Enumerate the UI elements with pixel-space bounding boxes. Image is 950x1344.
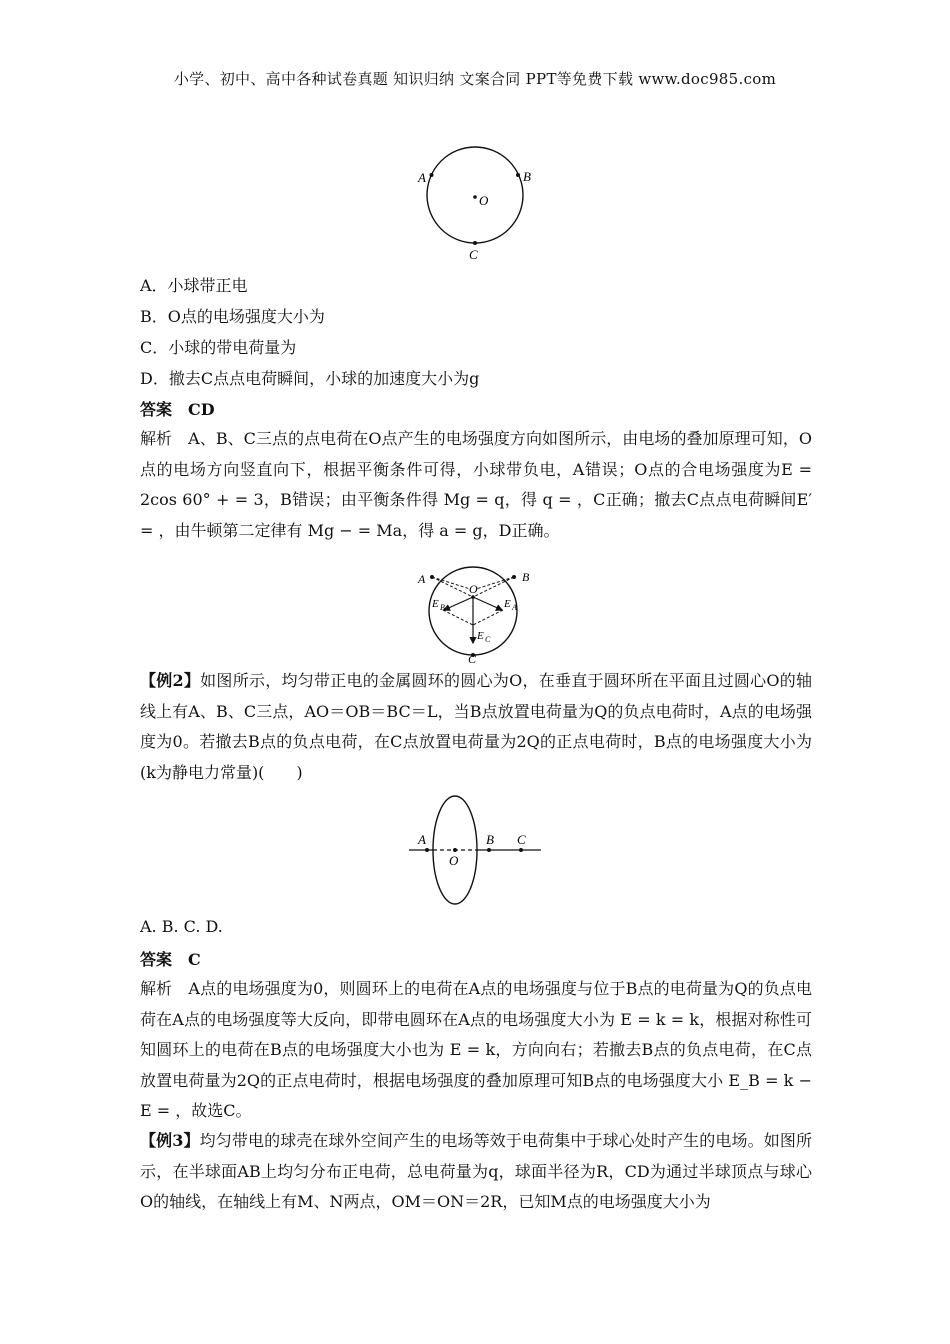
svg-text:B: B bbox=[440, 603, 445, 612]
svg-text:B: B bbox=[522, 570, 530, 584]
svg-text:E: E bbox=[477, 630, 484, 642]
svg-text:O: O bbox=[449, 853, 459, 868]
svg-text:B: B bbox=[486, 832, 494, 847]
svg-text:E: E bbox=[504, 598, 511, 610]
option-c: C．小球的带电荷量为 bbox=[140, 338, 297, 357]
answer-2: 答案 C bbox=[140, 950, 201, 969]
example-2-label: 【例2】 bbox=[140, 671, 201, 690]
label-b: B bbox=[523, 169, 531, 184]
example-2 bbox=[140, 666, 812, 788]
example-2-text: 如图所示，均匀带正电的金属圆环的圆心为O，在垂直于圆环所在平面且过圆心O的轴线上有A、B、C三点，AO＝OB＝BC＝L，当B点放置电荷量为Q的负点电荷时，A点的电场强度为0。若撤去B点的负点电荷，在C点放置电荷量为2Q的正点电荷时，B点的电场强度大小为(k为静电力常量)( ) bbox=[140, 671, 812, 782]
svg-text:C: C bbox=[517, 832, 526, 847]
figure-ring-axis bbox=[405, 793, 547, 909]
figure-circle-abc bbox=[405, 143, 555, 265]
svg-text:C: C bbox=[485, 635, 491, 644]
option-d: D．撤去C点点电荷瞬间，小球的加速度大小为g bbox=[140, 369, 480, 388]
page-header: 小学、初中、高中各种试卷真题 知识归纳 文案合同 PPT等免费下载 www.doc985.com bbox=[173, 70, 777, 88]
svg-text:A: A bbox=[418, 572, 426, 586]
options-2: A. B. C. D. bbox=[140, 917, 223, 936]
label-o: O bbox=[479, 193, 489, 208]
answer-1: 答案 CD bbox=[140, 400, 215, 419]
option-b: B．O点的电场强度大小为 bbox=[140, 307, 325, 326]
analysis-1: 解析 A、B、C三点的点电荷在O点产生的电场强度方向如图所示，由电场的叠加原理可知，O点的电场方向竖直向下，根据平衡条件可得，小球带负电，A错误；O点的合电场强度为E = 2cos 60° + = 3，B错误；由平衡条件得 Mg = q，得 q = ，C正确；撤去C点点电荷瞬间E′ = ，由牛顿第二定律有 Mg − = Ma，得 a = g，D正确。 bbox=[140, 429, 812, 540]
svg-text:O: O bbox=[469, 582, 478, 596]
option-a: A．小球带正电 bbox=[140, 276, 248, 295]
svg-text:E: E bbox=[432, 598, 439, 610]
example-3-text: 均匀带电的球壳在球外空间产生的电场等效于电荷集中于球心处时产生的电场。如图所示，在半球面AB上均匀分布正电荷，总电荷量为q，球面半径为R，CD为通过半球顶点与球心O的轴线，在轴线上有M、N两点，OM＝ON＝2R，已知M点的电场强度大小为 bbox=[140, 1131, 812, 1211]
label-c: C bbox=[469, 247, 478, 262]
svg-text:A: A bbox=[512, 603, 517, 612]
svg-text:A: A bbox=[418, 832, 426, 847]
example-3 bbox=[140, 1126, 812, 1218]
figure-field-vectors bbox=[410, 563, 540, 665]
analysis-2: 解析 A点的电场强度为0，则圆环上的电荷在A点的电场强度与位于B点的电荷量为Q的负点电荷在A点的电场强度等大反向，即带电圆环在A点的电场强度大小为 E = k = k，根据对称性可知圆环上的电荷在B点的电场强度大小也为 E = k，方向向右；若撤去B点的负点电荷，在C点放置电荷量为2Q的正点电荷时，根据电场强度的叠加原理可知B点的电场强度大小 E_B = k − E = ，故选C。 bbox=[140, 979, 812, 1120]
example-3-label: 【例3】 bbox=[140, 1131, 200, 1150]
label-a: A bbox=[418, 170, 426, 185]
svg-text:C: C bbox=[468, 652, 477, 665]
